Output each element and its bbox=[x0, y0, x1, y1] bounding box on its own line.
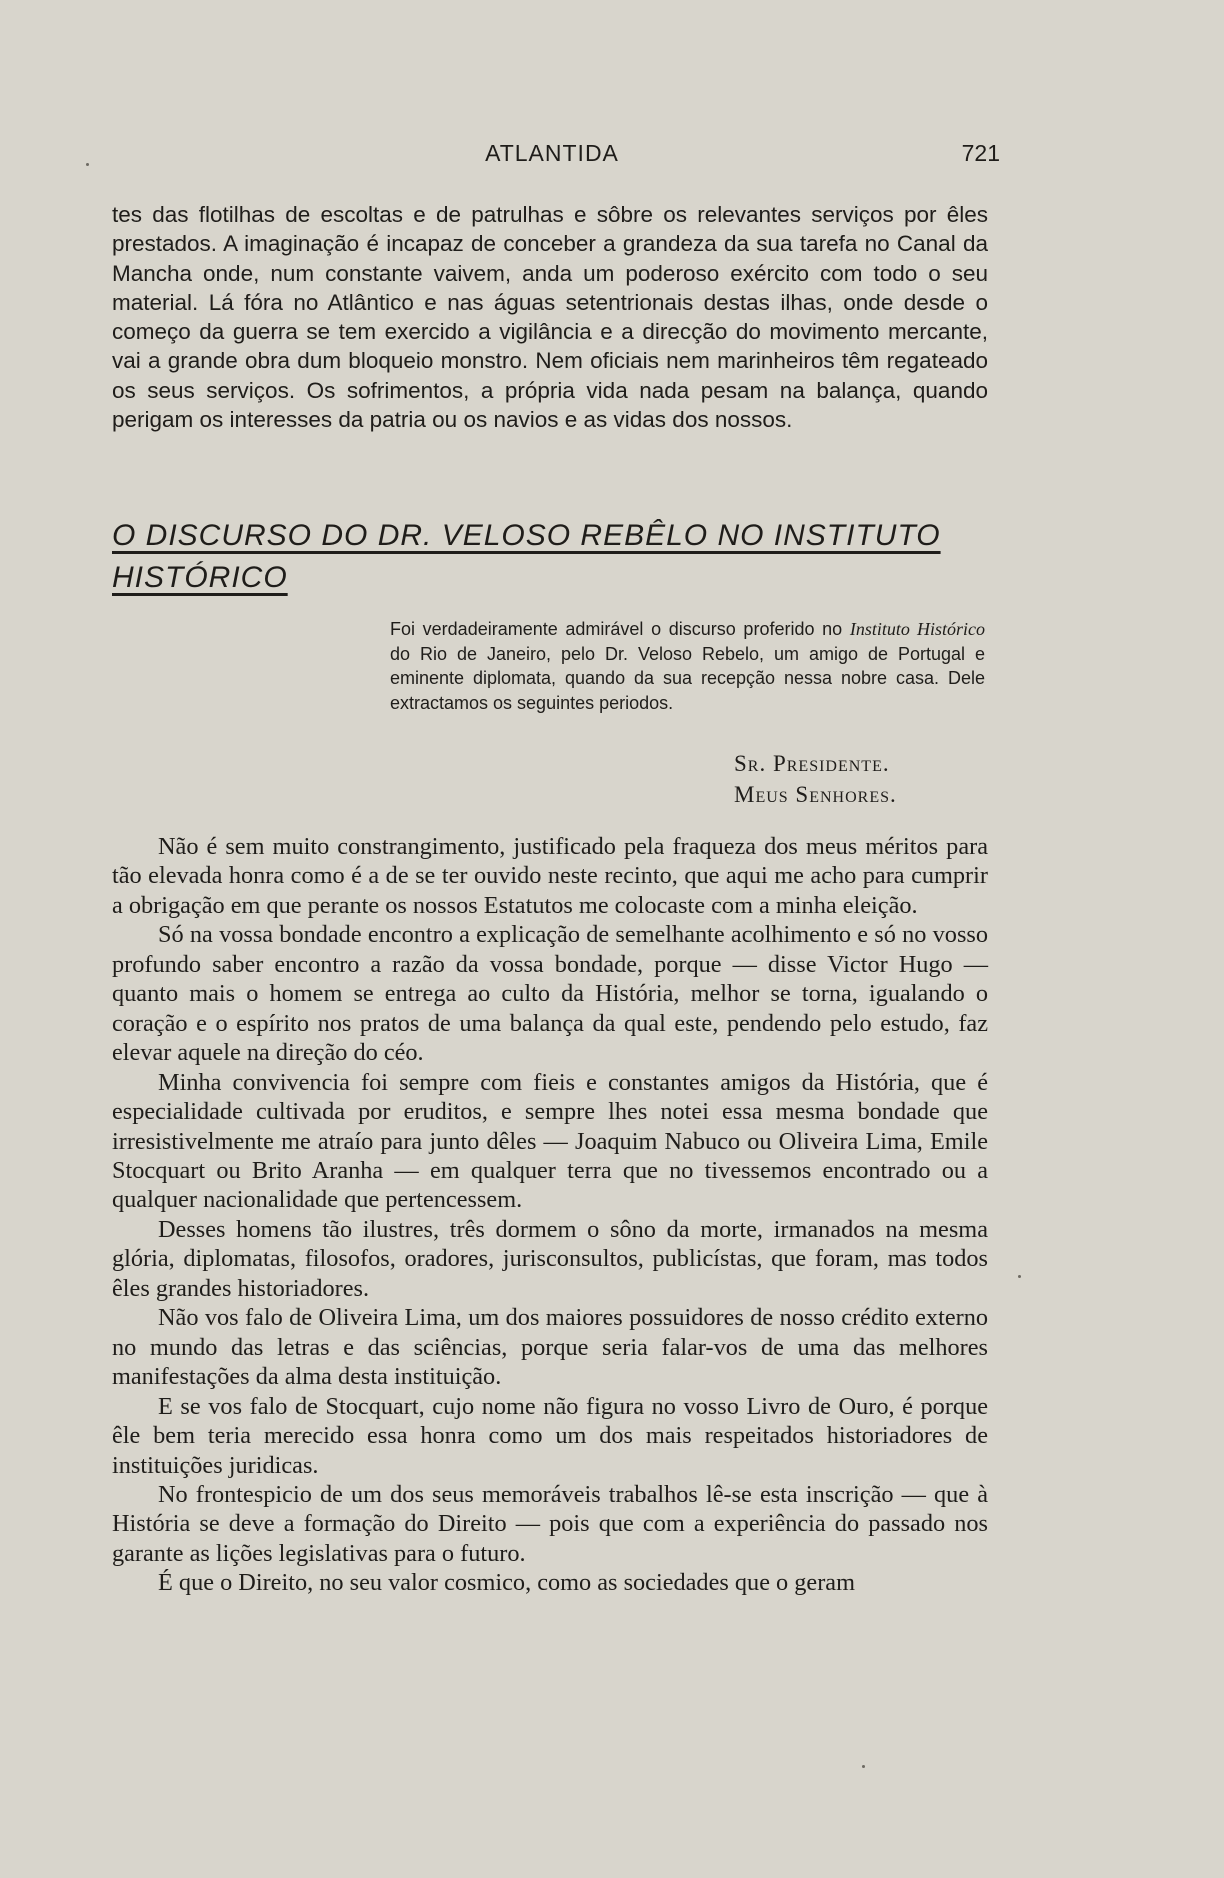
paper-speck bbox=[86, 163, 89, 166]
page-number: 721 bbox=[961, 140, 1000, 166]
paper-speck bbox=[862, 1765, 865, 1768]
running-title: ATLANTIDA bbox=[485, 140, 619, 166]
intro-text-block bbox=[112, 200, 988, 434]
speech-paragraph: Não é sem muito constrangimento, justificado pela fraqueza dos meus méritos para tão elevada honra como é a de se ter ouvido neste recinto, que aqui me acho para cumprir a obrigação em que perante os nossos Estatutos me colocaste com a minha eleição. bbox=[112, 833, 988, 919]
intro-paragraph: tes das flotilhas de escoltas e de patrulhas e sôbre os relevantes serviços por êles prestados. A imaginação é incapaz de conceber a grandeza da sua tarefa no Canal da Mancha onde, num constante vaivem, anda um poderoso exército com todo o seu material. Lá fóra no Atlântico e nas águas setentrionais destas ilhas, onde desde o começo da guerra se tem exercido a vigilância e a direcção do movimento mercante, vai a grande obra dum bloqueio monstro. Nem oficiais nem marinheiros têm regateado os seus serviços. Os sofrimentos, a própria vida nada pesam na balança, quando perigam os interesses da patria ou os navios e as vidas dos nossos. bbox=[112, 202, 988, 433]
note-italic-institution: Instituto Histórico bbox=[849, 619, 985, 639]
section-heading-text: O DISCURSO DO DR. VELOSO REBÊLO NO INSTITUTO HISTÓRICO bbox=[112, 519, 941, 594]
salutation-gentlemen: Meus Senhores. bbox=[734, 782, 897, 807]
note-text-start: Foi verdadeiramente admirável o discurso proferido no bbox=[390, 619, 850, 639]
speech-paragraph: Minha convivencia foi sempre com fieis e constantes amigos da História, que é especialidade cultivada por eruditos, e sempre lhes notei essa mesma bondade que irresistivelmente me atraío para junto dêles — Joaquim Nabuco ou Oliveira Lima, Emile Stocquart ou Brito Aranha — em qualquer terra que no tivessemos encontrado ou a qualquer nacionalidade que pertencessem. bbox=[112, 1068, 988, 1214]
section-heading bbox=[112, 515, 988, 599]
speech-text-block bbox=[112, 832, 988, 1598]
speech-paragraph: Desses homens tão ilustres, três dormem o sôno da morte, irmanados na mesma glória, diplomatas, filosofos, oradores, jurisconsultos, publicístas, que foram, mas todos êles grandes historiadores. bbox=[112, 1215, 988, 1302]
speech-paragraph: É que o Direito, no seu valor cosmico, como as sociedades que o geram bbox=[158, 1569, 855, 1597]
speech-paragraph: No frontespicio de um dos seus memoráveis trabalhos lê-se esta inscrição — que à História se deve a formação do Direito — pois que com a experiência do passado nos garante as lições legislativas para o futuro. bbox=[112, 1480, 988, 1567]
page-header bbox=[112, 140, 1000, 174]
editorial-note bbox=[390, 617, 985, 715]
speech-paragraph: E se vos falo de Stocquart, cujo nome não figura no vosso Livro de Ouro, é porque êle bem teria merecido essa honra como um dos mais respeitados historiadores de instituições juridicas. bbox=[112, 1392, 988, 1479]
salutation-president: Sr. Presidente. bbox=[734, 751, 890, 776]
note-text-end: do Rio de Janeiro, pelo Dr. Veloso Rebelo, um amigo de Portugal e eminente diplomata, quando da sua recepção nessa nobre casa. Dele extractamos os seguintes periodos. bbox=[390, 643, 985, 713]
speech-paragraph: Só na vossa bondade encontro a explicação de semelhante acolhimento e só no vosso profundo saber encontro a razão da vossa bondade, porque — disse Victor Hugo — quanto mais o homem se entrega ao culto da História, melhor se torna, igualando o coração e o espírito nos pratos de uma balança da qual este, pendendo pelo estudo, faz elevar aquele na direção do céo. bbox=[112, 921, 988, 1067]
speech-paragraph: Não vos falo de Oliveira Lima, um dos maiores possuidores de nosso crédito externo no mundo das letras e das sciências, porque seria falar-vos de uma das melhores manifestações da alma desta instituição. bbox=[112, 1304, 988, 1391]
paper-speck bbox=[1018, 1275, 1021, 1278]
